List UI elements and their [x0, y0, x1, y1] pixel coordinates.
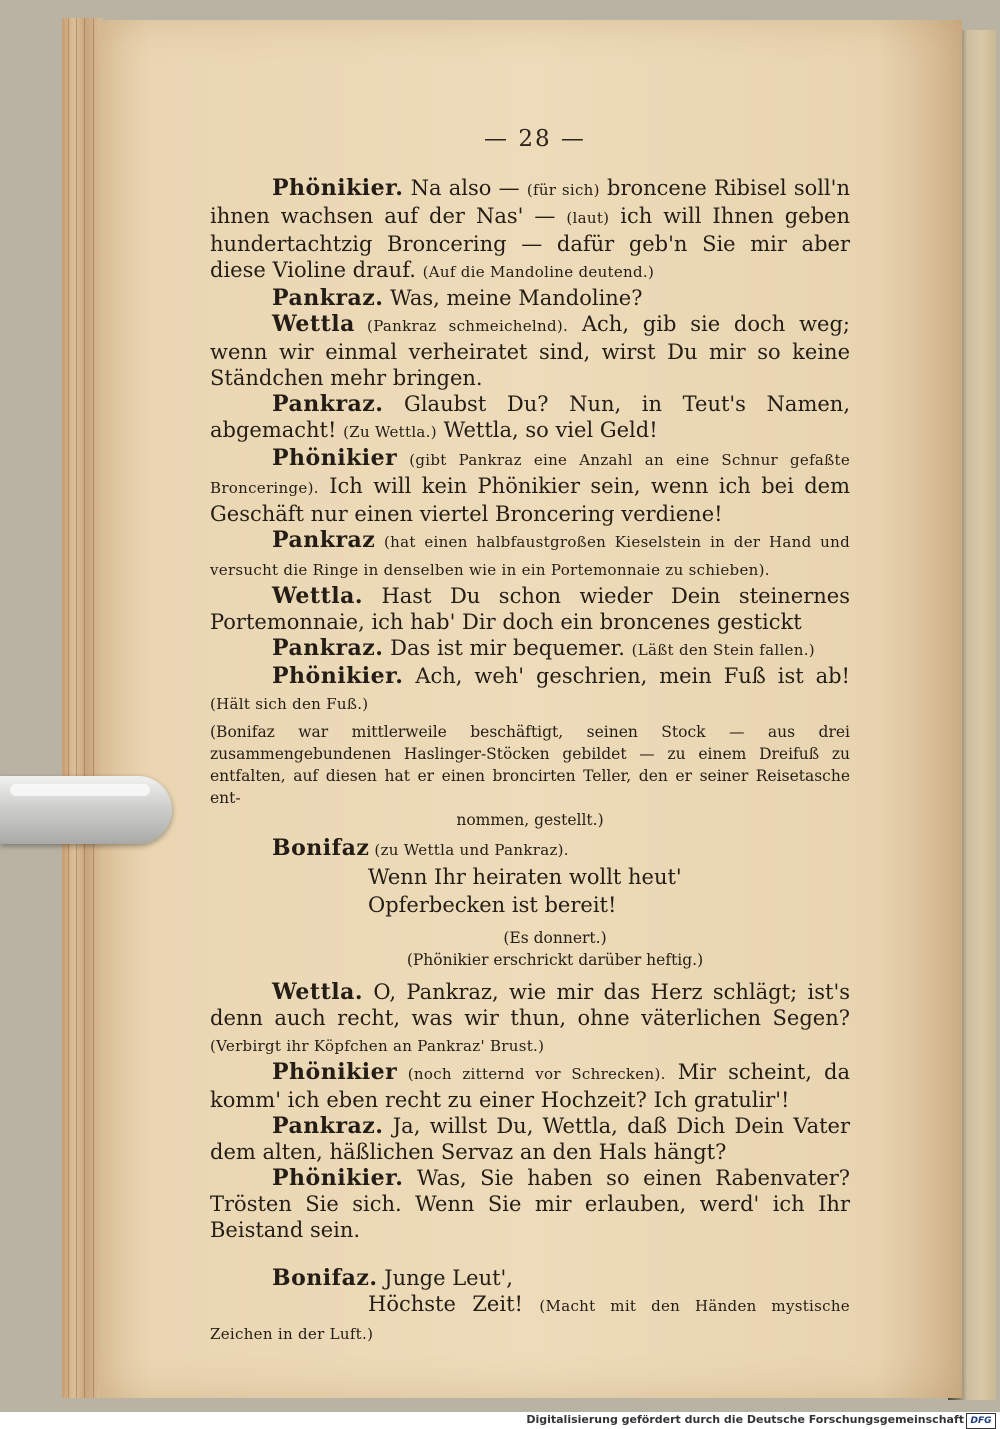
page-number: — 28 — — [484, 126, 586, 152]
speaker-name: Phönikier — [272, 1059, 398, 1085]
speech-pankraz-1 — [210, 285, 850, 311]
speaker-name: Bonifaz. — [272, 1265, 378, 1291]
stage-direction: (Macht mit den Händen mystische Zeichen in der Luft.) — [210, 1297, 850, 1343]
speech-pankraz-4 — [210, 635, 850, 663]
page-stack-edge — [62, 18, 102, 1398]
speech-phoenikier-4 — [210, 1059, 850, 1113]
speech-pankraz-3 — [210, 527, 850, 583]
stage-direction: (zu Wettla und Pankraz). — [369, 841, 569, 859]
speech-bonifaz-1 — [210, 835, 850, 863]
stage-direction: (gibt Pankraz eine Anzahl an eine Schnur gefaßte Bronceringe). — [210, 451, 850, 497]
speaker-name: Pankraz. — [272, 1113, 384, 1139]
speech-text: Ich will kein Phönikier sein, wenn ich bei dem Geschäft nur einen viertel Broncering verdiene! — [210, 474, 850, 526]
verse-line: Opferbecken ist bereit! — [368, 893, 617, 917]
speaker-name: Pankraz. — [272, 285, 384, 311]
speaker-name: Wettla — [272, 311, 355, 337]
speech-text: Was, Sie haben so einen Rabenvater? Trösten Sie sich. Wenn Sie mir erlauben, werd' ich Ihr Beistand sein. — [210, 1166, 850, 1242]
verse-line: Höchste Zeit! — [368, 1292, 540, 1316]
speaker-name: Bonifaz — [272, 835, 370, 861]
stage-direction: (Pankraz schmeichelnd). — [354, 317, 569, 335]
speaker-name: Wettla. — [272, 583, 364, 609]
stage-direction-block — [210, 721, 850, 831]
speech-text: ich will Ihnen geben hundertachtzig Broncering — dafür geb'n Sie mir aber diese Violine drauf. — [210, 204, 850, 282]
speech-text: Ja, willst Du, Wettla, daß Dich Dein Vater dem alten, häßlichen Servaz an den Hals hängt? — [210, 1114, 850, 1164]
speaker-name: Wettla. — [272, 979, 364, 1005]
speech-bonifaz-2 — [210, 1265, 850, 1291]
stage-direction: (Läßt den Stein fallen.) — [631, 641, 815, 659]
verse — [368, 863, 850, 919]
speech-text: Mir scheint, da komm' ich eben recht zu einer Hochzeit? Ich gratulir'! — [210, 1060, 850, 1112]
speech-text: Junge Leut', — [377, 1266, 513, 1290]
verse-line: Wenn Ihr heiraten wollt heut' — [368, 865, 682, 889]
speech-wettla-1 — [210, 311, 850, 391]
stage-direction: (Verbirgt ihr Köpfchen an Pankraz' Brust.) — [210, 1037, 545, 1055]
footer-bar — [0, 1412, 1000, 1429]
speech-text: Was, meine Mandoline? — [383, 286, 643, 310]
verse-end — [210, 1291, 850, 1347]
speech-text: Ach, weh' geschrien, mein Fuß ist ab! — [403, 664, 850, 688]
speech-phoenikier-1 — [210, 175, 850, 285]
speech-wettla-2 — [210, 583, 850, 635]
speech-phoenikier-3 — [210, 663, 850, 717]
stage-direction-text: (Bonifaz war mittlerweile beschäftigt, seinen Stock — aus drei zusammengebundenen Haslinger-Stöcken gebildet — zu einem Dreifuß zu entfalten, auf diesen hat er einen broncirten Teller, den er seiner Reisetasche ent- — [210, 723, 850, 807]
centered-stage-direction — [260, 927, 850, 971]
dfg-logo: DFG — [966, 1413, 996, 1429]
speech-text: Hast Du schon wieder Dein steinernes Portemonnaie, ich hab' Dir doch ein broncenes gestickt — [210, 584, 850, 634]
speaker-name: Phönikier. — [272, 1165, 404, 1191]
stage-direction: (für sich) — [526, 181, 600, 199]
stage-direction: (noch zitternd vor Schrecken). — [397, 1065, 666, 1083]
stage-direction-line: (Phönikier erschrickt darüber heftig.) — [406, 951, 704, 969]
stage-direction: (laut) — [566, 209, 610, 227]
speech-pankraz-5 — [210, 1113, 850, 1165]
speech-text: Ach, gib sie doch weg; wenn wir einmal verheiratet sind, wirst Du mir so keine Ständchen mehr bringen. — [210, 312, 850, 390]
stage-direction: (Zu Wettla.) — [343, 423, 437, 441]
speech-wettla-3 — [210, 979, 850, 1059]
speech-text: O, Pankraz, wie mir das Herz schlägt; ist's denn auch recht, was wir thun, ohne väterlichen Segen? — [210, 980, 850, 1030]
speaker-name: Phönikier — [272, 445, 398, 471]
stage-direction: (Hält sich den Fuß.) — [210, 695, 369, 713]
speech-phoenikier-5 — [210, 1165, 850, 1243]
stage-direction: (Auf die Mandoline deutend.) — [422, 263, 655, 281]
speaker-name: Pankraz. — [272, 391, 384, 417]
speech-text: Wettla, so viel Geld! — [436, 418, 658, 442]
speaker-name: Phönikier. — [272, 175, 404, 201]
speech-text: broncene Ribisel soll'n ihnen wachsen auf der Nas' — — [210, 176, 850, 228]
speech-text: Glaubst Du? Nun, in Teut's Namen, abgemacht! — [210, 392, 850, 442]
speech-text: Na also — — [410, 176, 527, 200]
page-text — [210, 175, 850, 1347]
speaker-name: Pankraz. — [272, 635, 384, 661]
funding-credit: Digitalisierung gefördert durch die Deutsche Forschungsgemeinschaft — [526, 1413, 964, 1426]
speaker-name: Phönikier. — [272, 663, 404, 689]
speech-pankraz-2 — [210, 391, 850, 445]
speech-phoenikier-2 — [210, 445, 850, 527]
stage-direction-line: (Es donnert.) — [503, 929, 607, 947]
plastic-page-clip — [0, 776, 172, 844]
stage-direction: (hat einen halbfaustgroßen Kieselstein in der Hand und versucht die Ringe in denselben wie in ein Portemonnaie zu schieben). — [210, 533, 850, 579]
stage-direction-last-line: nommen, gestellt.) — [456, 811, 604, 829]
speech-text: Das ist mir bequemer. — [383, 636, 632, 660]
speaker-name: Pankraz — [272, 527, 376, 553]
